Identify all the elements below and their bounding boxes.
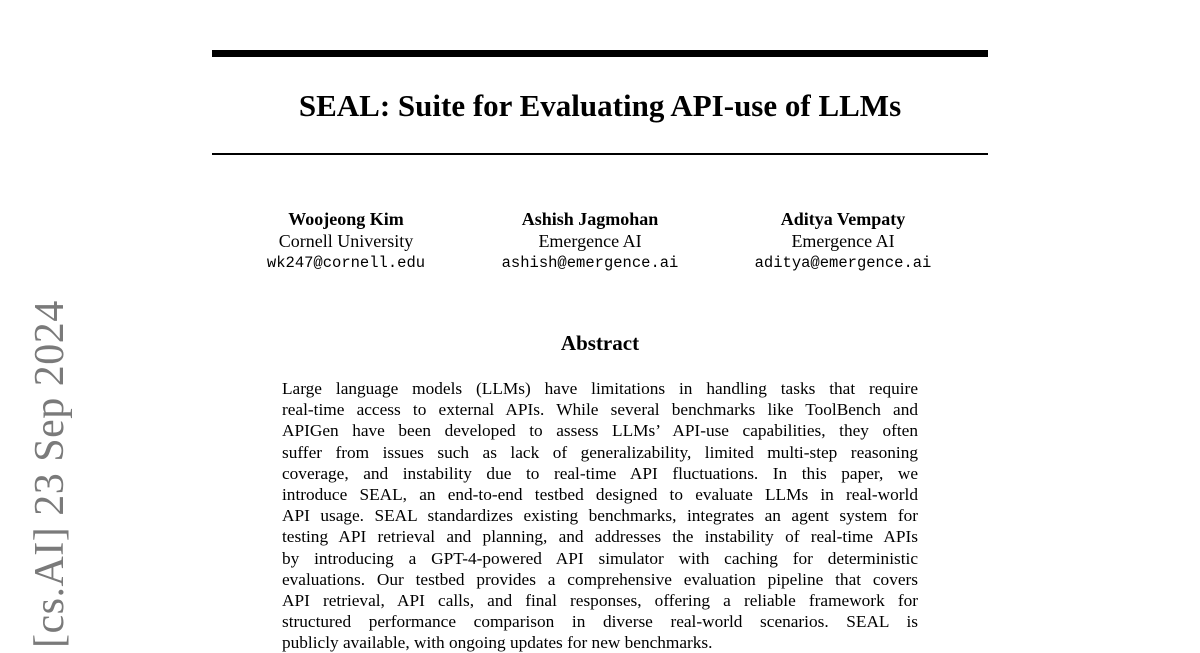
abstract-line: suffer from issues such as lack of generalizability, limited multi-step reasoning <box>282 442 918 462</box>
abstract-line: publicly available, with ongoing updates for new benchmarks. <box>282 633 713 653</box>
author-name: Aditya Vempaty <box>780 209 906 229</box>
abstract-line: APIGen have been developed to assess LLMs’ API-use capabilities, they often <box>282 421 918 441</box>
author-email: ashish@emergence.ai <box>501 254 679 272</box>
abstract-line: structured performance comparison in diverse real-world scenarios. SEAL is <box>282 612 918 632</box>
abstract-line: API retrieval, API calls, and final responses, offering a reliable framework for <box>282 590 918 610</box>
author-affiliation: Emergence AI <box>538 231 642 251</box>
author-affiliation: Emergence AI <box>791 231 895 251</box>
abstract-line: by introducing a GPT-4-powered API simulator with caching for deterministic <box>282 548 918 568</box>
title-top-rule <box>212 50 988 57</box>
arxiv-side-stamp: [cs.AI] 23 Sep 2024 <box>27 300 73 648</box>
abstract-line: Large language models (LLMs) have limitations in handling tasks that require <box>282 379 918 398</box>
abstract-body <box>282 378 918 653</box>
abstract-line: introduce SEAL, an end-to-end testbed designed to evaluate LLMs in real-world <box>282 484 918 504</box>
author-block <box>460 208 720 274</box>
author-affiliation: Cornell University <box>278 231 414 251</box>
abstract-line: testing API retrieval and planning, and addresses the instability of real-time APIs <box>282 527 918 547</box>
author-block <box>713 208 973 274</box>
abstract-line: API usage. SEAL standardizes existing benchmarks, integrates an agent system for <box>282 506 918 526</box>
abstract-heading: Abstract <box>560 331 640 355</box>
paper-title: SEAL: Suite for Evaluating API-use of LLMs <box>298 88 902 123</box>
author-block <box>216 208 476 274</box>
author-name: Woojeong Kim <box>288 209 404 229</box>
title-bottom-rule <box>212 153 988 155</box>
author-email: wk247@cornell.edu <box>266 254 426 272</box>
abstract-line: real-time access to external APIs. While several benchmarks like ToolBench and <box>282 400 918 420</box>
abstract-line: evaluations. Our testbed provides a comprehensive evaluation pipeline that covers <box>282 569 918 589</box>
author-email: aditya@emergence.ai <box>754 254 932 272</box>
author-name: Ashish Jagmohan <box>521 209 659 229</box>
abstract-line: coverage, and instability due to real-time API fluctuations. In this paper, we <box>282 463 918 483</box>
